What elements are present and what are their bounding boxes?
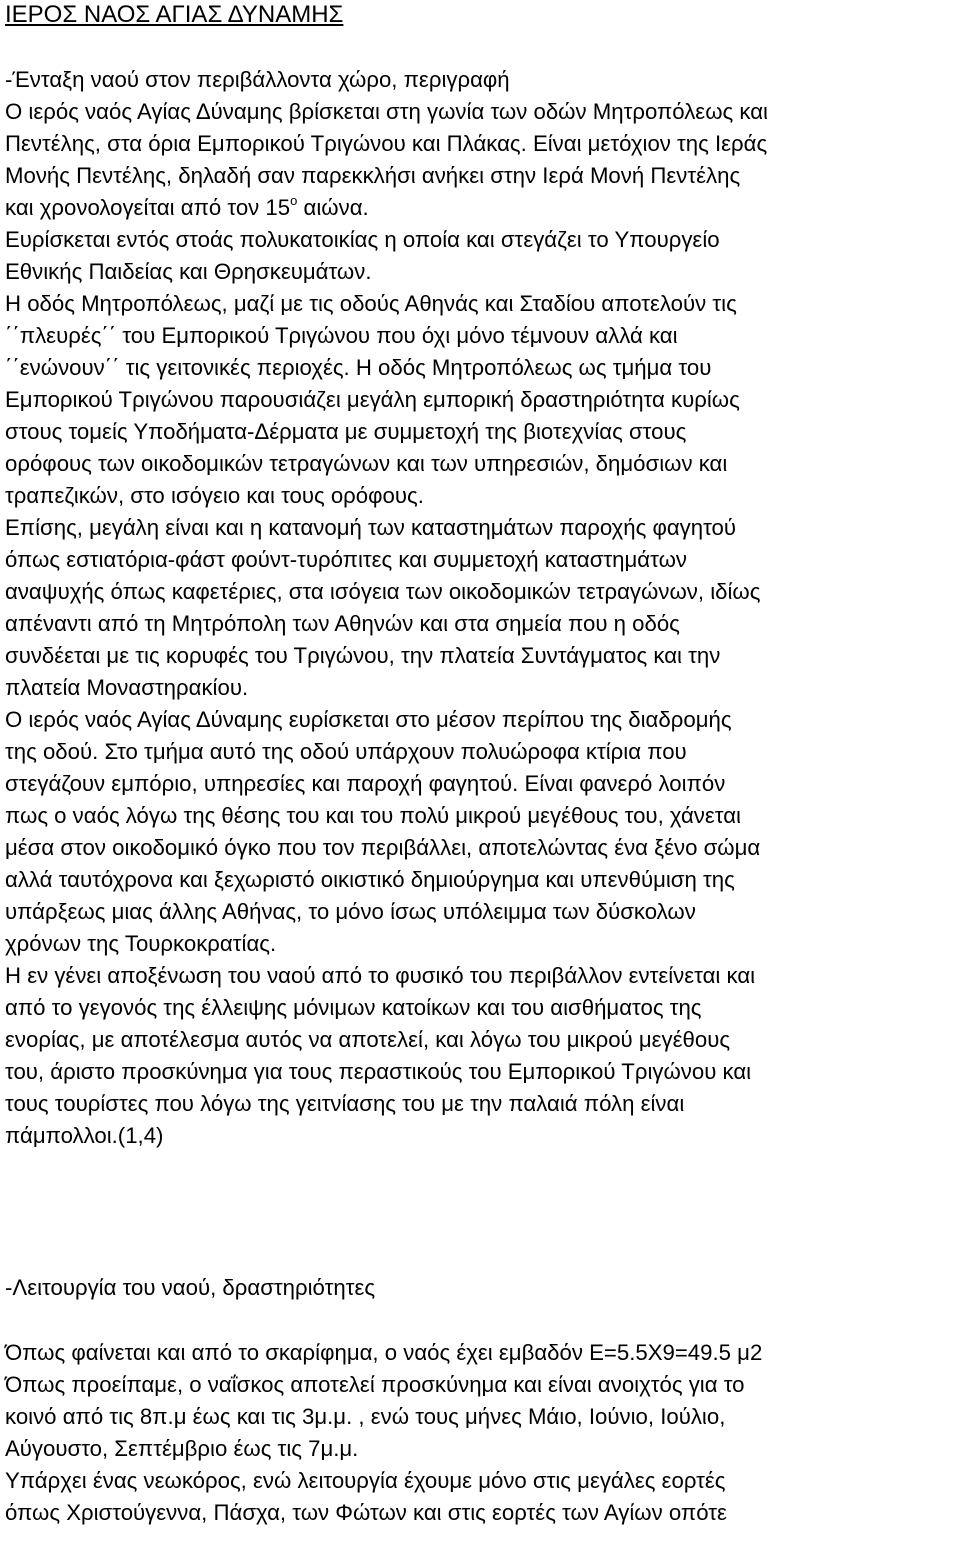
paragraph-line: ΄΄ενώνουν΄΄ τις γειτονικές περιοχές. Η οδός Μητροπόλεως ως τμήμα του bbox=[5, 355, 712, 380]
paragraph-line: Όπως προείπαμε, ο ναΐσκος αποτελεί προσκύνημα και είναι ανοιχτός για το bbox=[5, 1372, 745, 1397]
paragraph-line: πως ο ναός λόγω της θέσης του και του πολύ μικρού μεγέθους του, χάνεται bbox=[5, 803, 741, 828]
paragraph-line: Ο ιερός ναός Αγίας Δύναμης ευρίσκεται στο μέσον περίπου της διαδρομής bbox=[5, 707, 732, 732]
paragraph-line: τους τουρίστες που λόγω της γειτνίασης του με την παλαιά πόλη είναι bbox=[5, 1091, 685, 1116]
paragraph-line: μέσα στον οικοδομικό όγκο που τον περιβάλλει, αποτελώντας ένα ξένο σώμα bbox=[5, 835, 761, 860]
paragraph-line: πλατεία Μοναστηρακίου. bbox=[5, 675, 249, 700]
paragraph-line: στεγάζουν εμπόριο, υπηρεσίες και παροχή φαγητού. Είναι φανερό λοιπόν bbox=[5, 771, 726, 796]
paragraph-line: Όπως φαίνεται και από το σκαρίφημα, ο ναός έχει εμβαδόν Ε=5.5Χ9=49.5 μ2 bbox=[5, 1340, 763, 1365]
paragraph-line: Επίσης, μεγάλη είναι και η κατανομή των καταστημάτων παροχής φαγητού bbox=[5, 515, 737, 540]
paragraph-line: αναψυχής όπως καφετέριες, στα ισόγεια των οικοδομικών τετραγώνων, ιδίως bbox=[5, 579, 761, 604]
paragraph-line: Ευρίσκεται εντός στοάς πολυκατοικίας η οποία και στεγάζει το Υπουργείο bbox=[5, 227, 720, 252]
paragraph-line: υπάρξεως μιας άλλης Αθήνας, το μόνο ίσως υπόλειμμα των δύσκολων bbox=[5, 899, 696, 924]
paragraph-line: Εμπορικού Τριγώνου παρουσιάζει μεγάλη εμπορική δραστηριότητα κυρίως bbox=[5, 387, 740, 412]
paragraph-line: πάμπολλοι.(1,4) bbox=[5, 1123, 164, 1148]
document-title: ΙΕΡΟΣ ΝΑΟΣ ΑΓΙΑΣ ΔΥΝΑΜΗΣ bbox=[5, 1, 344, 28]
paragraph-line: Ο ιερός ναός Αγίας Δύναμης βρίσκεται στη γωνία των οδών Μητροπόλεως και bbox=[5, 99, 768, 124]
paragraph-line-century bbox=[5, 194, 369, 222]
paragraph-line: συνδέεται με τις κορυφές του Τριγώνου, την πλατεία Συντάγματος και την bbox=[5, 643, 721, 668]
paragraph-line: απέναντι από τη Μητρόπολη των Αθηνών και στα σημεία που η οδός bbox=[5, 611, 680, 636]
paragraph-line: ενορίας, με αποτέλεσμα αυτός να αποτελεί, και λόγω του μικρού μεγέθους bbox=[5, 1027, 731, 1052]
century-text-before: και χρονολογείται από τον 15 bbox=[5, 195, 291, 220]
paragraph-line: ΄΄πλευρές΄΄ του Εμπορικού Τριγώνου που όχι μόνο τέμνουν αλλά και bbox=[5, 323, 678, 348]
paragraph-line: αλλά ταυτόχρονα και ξεχωριστό οικιστικό δημιούργημα και υπενθύμιση της bbox=[5, 867, 735, 892]
section2-heading: -Λειτουργία του ναού, δραστηριότητες bbox=[5, 1275, 376, 1300]
paragraph-line: κοινό από τις 8π.μ έως και τις 3μ.μ. , ενώ τους μήνες Μάιο, Ιούνιο, Ιούλιο, bbox=[5, 1404, 726, 1429]
paragraph-line: όπως εστιατόρια-φάστ φούντ-τυρόπιτες και συμμετοχή καταστημάτων bbox=[5, 547, 687, 572]
paragraph-line: Εθνικής Παιδείας και Θρησκευμάτων. bbox=[5, 259, 372, 284]
paragraph-line: της οδού. Στο τμήμα αυτό της οδού υπάρχουν πολυώροφα κτίρια που bbox=[5, 739, 687, 764]
paragraph-line: από το γεγονός της έλλειψης μόνιμων κατοίκων και του αισθήματος της bbox=[5, 995, 702, 1020]
paragraph-line: Η εν γένει αποξένωση του ναού από το φυσικό του περιβάλλον εντείνεται και bbox=[5, 963, 756, 988]
century-superscript: ο bbox=[290, 192, 298, 208]
century-text-after: αιώνα. bbox=[297, 195, 369, 220]
paragraph-line: Μονής Πεντέλης, δηλαδή σαν παρεκκλήσι ανήκει στην Ιερά Μονή Πεντέλης bbox=[5, 163, 741, 188]
paragraph-line: χρόνων της Τουρκοκρατίας. bbox=[5, 931, 277, 956]
paragraph-line: τραπεζικών, στο ισόγειο και τους ορόφους. bbox=[5, 483, 424, 508]
paragraph-line: του, άριστο προσκύνημα για τους περαστικούς του Εμπορικού Τριγώνου και bbox=[5, 1059, 752, 1084]
paragraph-line: Πεντέλης, στα όρια Εμπορικού Τριγώνου και Πλάκας. Είναι μετόχιον της Ιεράς bbox=[5, 131, 768, 156]
paragraph-line: Αύγουστο, Σεπτέμβριο έως τις 7μ.μ. bbox=[5, 1436, 359, 1461]
paragraph-line: στους τομείς Υποδήματα-Δέρματα με συμμετοχή της βιοτεχνίας στους bbox=[5, 419, 687, 444]
section1-heading: -Ένταξη ναού στον περιβάλλοντα χώρο, περιγραφή bbox=[5, 67, 510, 92]
paragraph-line: Η οδός Μητροπόλεως, μαζί με τις οδούς Αθηνάς και Σταδίου αποτελούν τις bbox=[5, 291, 737, 316]
paragraph-line: όπως Χριστούγεννα, Πάσχα, των Φώτων και στις εορτές των Αγίων οπότε bbox=[5, 1500, 727, 1525]
paragraph-line: ορόφους των οικοδομικών τετραγώνων και των υπηρεσιών, δημόσιων και bbox=[5, 451, 728, 476]
paragraph-line: Υπάρχει ένας νεωκόρος, ενώ λειτουργία έχουμε μόνο στις μεγάλες εορτές bbox=[5, 1468, 726, 1493]
